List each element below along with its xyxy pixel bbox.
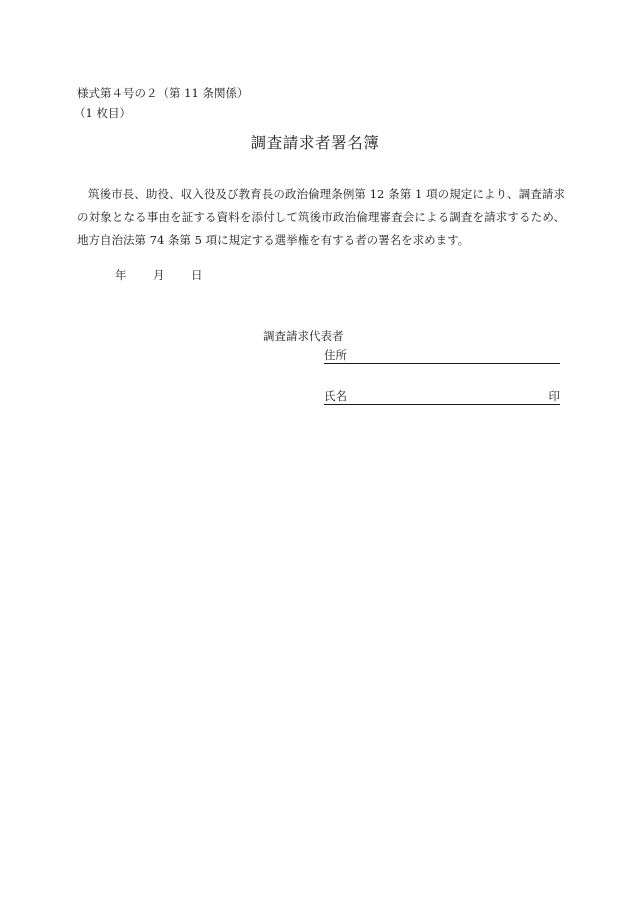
date-row [115,268,203,282]
representative-label: 調査請求代表者 [263,329,344,343]
seal-mark: 印 [548,389,560,403]
name-line [324,389,560,405]
address-label: 住所 [324,348,347,362]
document-title: 調査請求者署名簿 [250,134,380,152]
date-month-label: 月 [153,268,165,282]
address-line [324,348,560,364]
date-year-label: 年 [115,268,127,282]
name-label: 氏名 [324,389,347,403]
sheet-number: （1 枚目） [74,106,131,120]
body-paragraph: 筑後市長、助役、収入役及び教育長の政治倫理条例第 12 条第 1 項の規定により、調査請求の対象となる事由を証する資料を添付して筑後市政治倫理審査会による調査を請求するため、地方自治法第 74 条第 5 項に規定する選挙権を有する者の署名を求めます。 [77,187,565,247]
form-number: 様式第４号の２（第 11 条関係） [77,86,249,100]
date-day-label: 日 [191,268,203,282]
